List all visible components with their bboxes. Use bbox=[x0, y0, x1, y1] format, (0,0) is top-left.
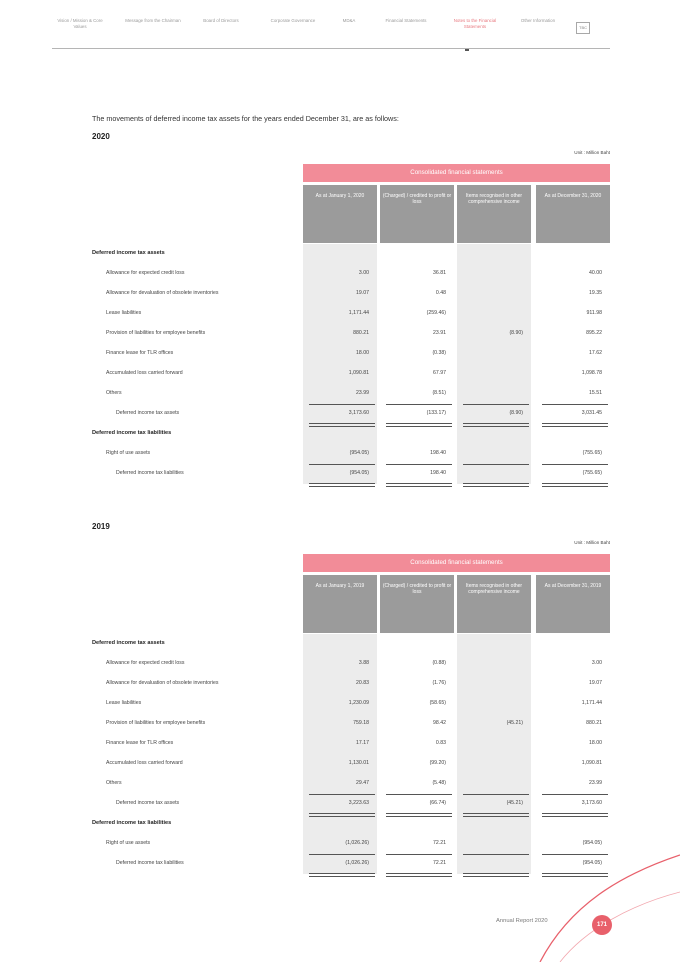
cell-value: (133.17) bbox=[426, 410, 446, 416]
nav-item[interactable]: Other Information bbox=[520, 18, 556, 23]
cell-value: (755.65) bbox=[582, 450, 602, 456]
cell-value: 23.99 bbox=[589, 780, 602, 786]
nav-home-box[interactable]: TBC bbox=[576, 22, 590, 34]
cell-value: 36.81 bbox=[433, 270, 446, 276]
row-label: Deferred income tax liabilities bbox=[116, 860, 184, 866]
cell-value: 19.35 bbox=[589, 290, 602, 296]
intro-text: The movements of deferred income tax assets for the years ended December 31, are as follows: bbox=[92, 114, 399, 123]
row-label: Provision of liabilities for employee benefits bbox=[106, 330, 206, 336]
cell-value: (0.88) bbox=[432, 660, 446, 666]
nav-item[interactable]: MD&A bbox=[342, 18, 356, 23]
row-label: Provision of liabilities for employee benefits bbox=[106, 720, 206, 726]
cell-value: (8.90) bbox=[509, 330, 523, 336]
cell-value: 880.21 bbox=[353, 330, 369, 336]
cell-value: 1,130.01 bbox=[348, 760, 369, 766]
cell-value: 198.40 bbox=[430, 450, 446, 456]
row-label: Allowance for devaluation of obsolete inventories bbox=[106, 680, 219, 686]
cell-value: 3,173.60 bbox=[348, 410, 369, 416]
cell-value: 0.48 bbox=[435, 290, 446, 296]
row-label: Others bbox=[106, 390, 122, 396]
unit-label: Unit : Million Baht bbox=[574, 540, 610, 545]
cell-value: 3,031.45 bbox=[581, 410, 602, 416]
cell-value: 198.40 bbox=[430, 470, 446, 476]
nav-item[interactable]: Financial Statements bbox=[385, 18, 427, 23]
cell-value: (954.05) bbox=[349, 450, 369, 456]
cell-value: (45.21) bbox=[506, 720, 523, 726]
cell-value: (45.21) bbox=[506, 800, 523, 806]
cell-value: (954.05) bbox=[582, 860, 602, 866]
row-label: Right of use assets bbox=[106, 450, 151, 456]
cell-value: 1,171.44 bbox=[581, 700, 602, 706]
cell-value: 19.07 bbox=[589, 680, 602, 686]
column-group-header: Consolidated financial statements bbox=[303, 554, 610, 572]
cell-value: (5.48) bbox=[432, 780, 446, 786]
row-label: Allowance for expected credit loss bbox=[106, 270, 185, 276]
cell-value: 3.88 bbox=[358, 660, 369, 666]
cell-value: 3,223.63 bbox=[348, 800, 369, 806]
cell-value: 1,090.81 bbox=[581, 760, 602, 766]
column-header: (Charged) / credited to profit or loss bbox=[380, 575, 454, 633]
column-group-header: Consolidated financial statements bbox=[303, 164, 610, 182]
cell-value: 1,171.44 bbox=[348, 310, 369, 316]
cell-value: 0.83 bbox=[435, 740, 446, 746]
cell-value: 98.42 bbox=[433, 720, 446, 726]
cell-value: 759.18 bbox=[353, 720, 369, 726]
cell-value: (259.46) bbox=[426, 310, 446, 316]
cell-value: 18.00 bbox=[589, 740, 602, 746]
cell-value: 18.00 bbox=[356, 350, 369, 356]
nav-item[interactable]: Corporate Governance bbox=[270, 18, 316, 23]
row-label: Deferred income tax assets bbox=[92, 250, 165, 256]
cell-value: (954.05) bbox=[582, 840, 602, 846]
cell-value: (99.20) bbox=[429, 760, 446, 766]
cell-value: 1,098.78 bbox=[581, 370, 602, 376]
row-label: Others bbox=[106, 780, 122, 786]
cell-value: (1.76) bbox=[432, 680, 446, 686]
unit-label: Unit : Million Baht bbox=[574, 150, 610, 155]
cell-value: (1,026.26) bbox=[345, 860, 369, 866]
cell-value: 17.62 bbox=[589, 350, 602, 356]
cell-value: 17.17 bbox=[356, 740, 369, 746]
row-label: Lease liabilities bbox=[106, 310, 142, 316]
row-label: Deferred income tax liabilities bbox=[92, 820, 172, 826]
cell-value: 1,230.09 bbox=[348, 700, 369, 706]
cell-value: (66.74) bbox=[429, 800, 446, 806]
column-header: Items recognised in other comprehensive income bbox=[457, 575, 531, 633]
cell-value: 3.00 bbox=[358, 270, 369, 276]
cell-value: (755.65) bbox=[582, 470, 602, 476]
column-header: As at December 31, 2020 bbox=[536, 185, 610, 243]
cell-value: 19.07 bbox=[356, 290, 369, 296]
row-label: Deferred income tax liabilities bbox=[116, 470, 184, 476]
cell-value: (8.51) bbox=[432, 390, 446, 396]
cell-value: 880.21 bbox=[586, 720, 602, 726]
table-year-heading: 2019 bbox=[92, 522, 110, 531]
cell-value: (954.05) bbox=[349, 470, 369, 476]
cell-value: 1,090.81 bbox=[348, 370, 369, 376]
column-header: As at December 31, 2019 bbox=[536, 575, 610, 633]
cell-value: 3,173.60 bbox=[581, 800, 602, 806]
nav-item[interactable]: Notes to the Financial Statements bbox=[453, 18, 497, 29]
row-label: Allowance for devaluation of obsolete inventories bbox=[106, 290, 219, 296]
footer-report-title: Annual Report 2020 bbox=[496, 918, 548, 924]
row-label: Finance lease for TLR offices bbox=[106, 740, 174, 746]
column-header: Items recognised in other comprehensive income bbox=[457, 185, 531, 243]
cell-value: 895.22 bbox=[586, 330, 602, 336]
cell-value: (8.90) bbox=[509, 410, 523, 416]
cell-value: 40.00 bbox=[589, 270, 602, 276]
nav-item[interactable]: Message from the Chairman bbox=[125, 18, 181, 23]
nav-item[interactable]: Board of Directors bbox=[203, 18, 239, 23]
cell-value: 23.99 bbox=[356, 390, 369, 396]
nav-item[interactable]: Vision / Mission & Core Values bbox=[57, 18, 103, 29]
page-number: 171 bbox=[592, 915, 612, 935]
row-label: Right of use assets bbox=[106, 840, 151, 846]
cell-value: 3.00 bbox=[591, 660, 602, 666]
cell-value: 911.98 bbox=[586, 310, 602, 316]
row-label: Deferred income tax assets bbox=[92, 640, 165, 646]
cell-value: (0.38) bbox=[432, 350, 446, 356]
row-label: Allowance for expected credit loss bbox=[106, 660, 185, 666]
row-label: Lease liabilities bbox=[106, 700, 142, 706]
cell-value: 29.47 bbox=[356, 780, 369, 786]
column-header: (Charged) / credited to profit or loss bbox=[380, 185, 454, 243]
cell-value: 23.91 bbox=[433, 330, 446, 336]
cell-value: 72.21 bbox=[433, 840, 446, 846]
column-header: As at January 1, 2020 bbox=[303, 185, 377, 243]
cell-value: (58.65) bbox=[429, 700, 446, 706]
column-header: As at January 1, 2019 bbox=[303, 575, 377, 633]
cell-value: 67.97 bbox=[433, 370, 446, 376]
row-label: Deferred income tax assets bbox=[116, 800, 180, 806]
row-label: Accumulated loss carried forward bbox=[106, 760, 183, 766]
cell-value: 72.21 bbox=[433, 860, 446, 866]
row-label: Finance lease for TLR offices bbox=[106, 350, 174, 356]
cell-value: (1,026.26) bbox=[345, 840, 369, 846]
table-year-heading: 2020 bbox=[92, 132, 110, 141]
cell-value: 15.51 bbox=[589, 390, 602, 396]
row-label: Deferred income tax assets bbox=[116, 410, 180, 416]
row-label: Accumulated loss carried forward bbox=[106, 370, 183, 376]
row-label: Deferred income tax liabilities bbox=[92, 430, 172, 436]
cell-value: 20.83 bbox=[356, 680, 369, 686]
